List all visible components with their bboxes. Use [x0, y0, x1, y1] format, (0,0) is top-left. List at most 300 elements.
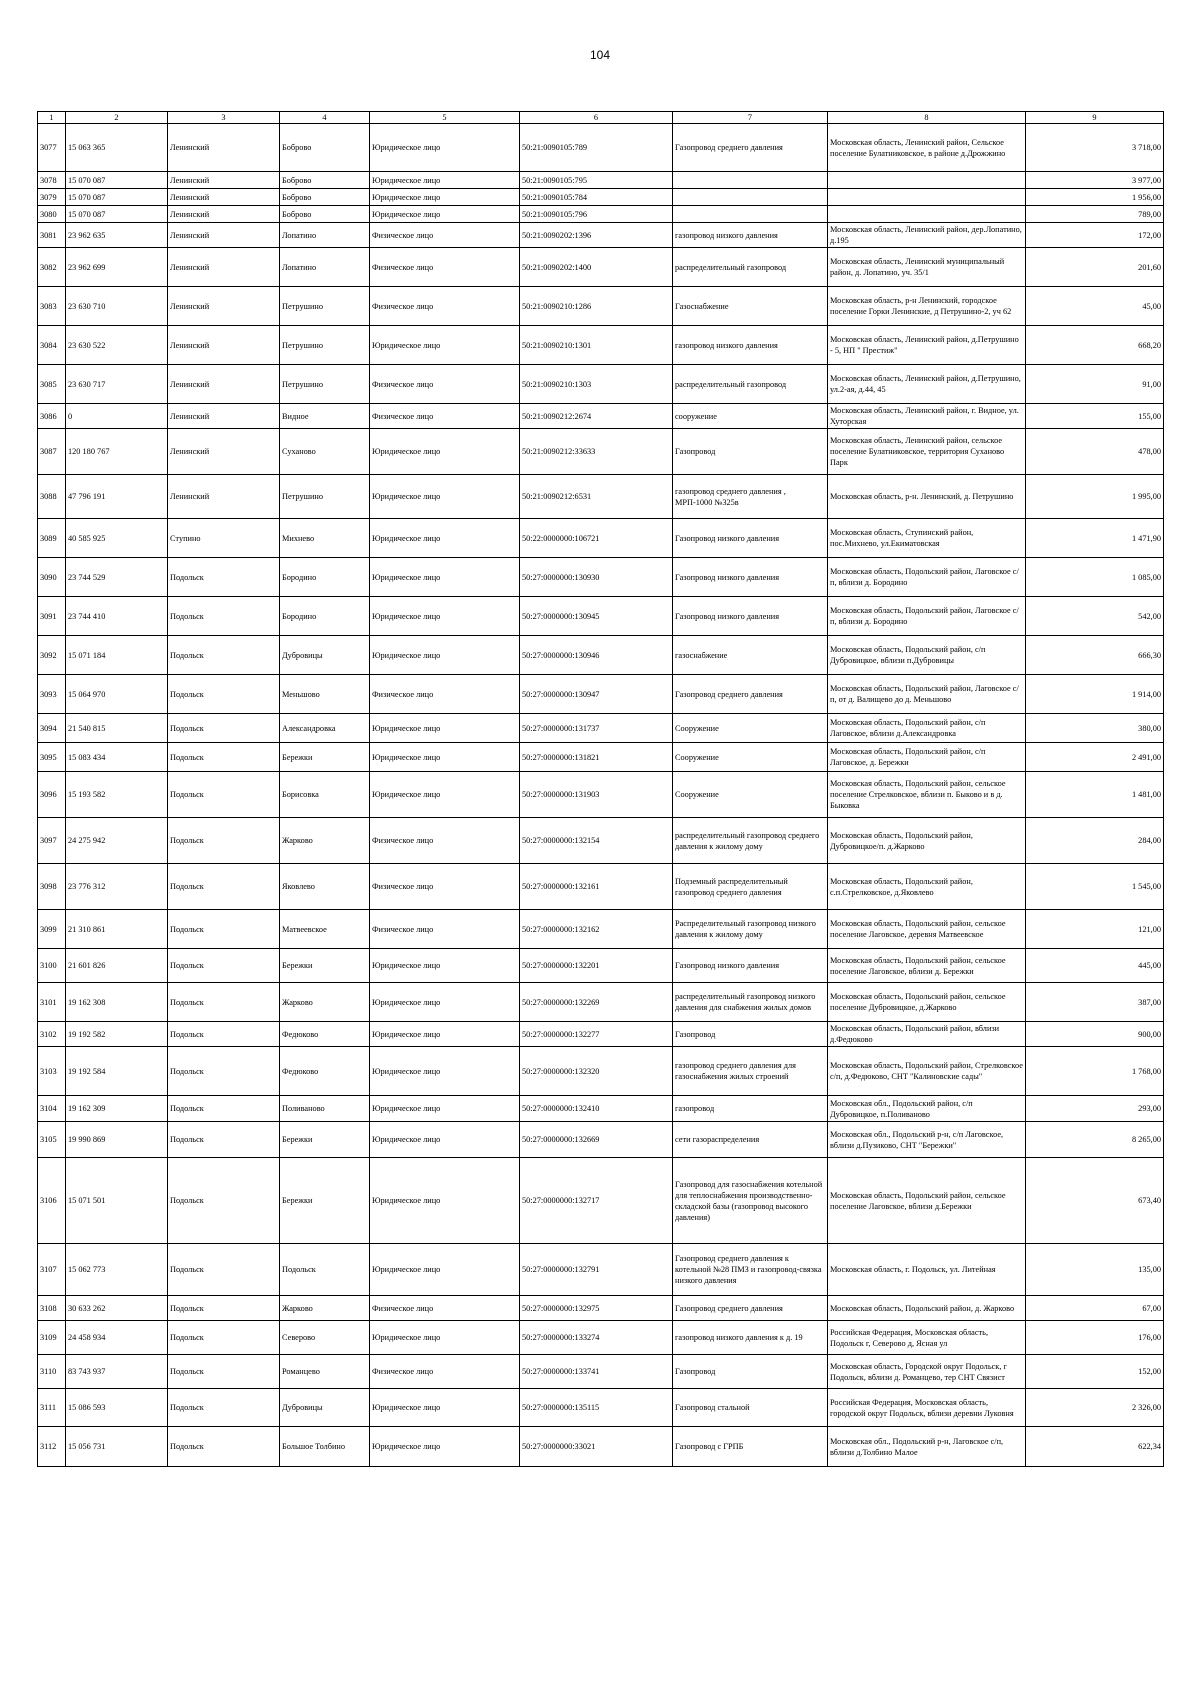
district-cell: Ленинский [168, 475, 280, 519]
table-row [38, 1355, 1164, 1389]
length-cell: 380,00 [1026, 714, 1164, 743]
table-row [38, 189, 1164, 206]
code-cell: 15 070 087 [66, 206, 168, 223]
header-row [38, 112, 1164, 124]
locality-cell: Петрушино [280, 365, 370, 404]
cadastral-number-cell: 50:21:0090105:789 [520, 124, 673, 172]
owner-type-cell: Физическое лицо [370, 404, 520, 429]
row-number-cell: 3084 [38, 326, 66, 365]
owner-type-cell: Физическое лицо [370, 818, 520, 864]
locality-cell: Бородино [280, 558, 370, 597]
length-cell: 67,00 [1026, 1296, 1164, 1321]
table-row [38, 675, 1164, 714]
address-cell: Московская область, Подольский район, сельское поселение Стрелковское, вблизи п. Быково и в д. Быковка [828, 772, 1026, 818]
cadastral-number-cell: 50:21:0090210:1303 [520, 365, 673, 404]
address-cell: Московская область, Подольский район, с/п Лаговское, д. Бережки [828, 743, 1026, 772]
address-cell: Российская Федерация, Московская область, Подольск г, Северово д, Ясная ул [828, 1321, 1026, 1355]
code-cell: 15 086 593 [66, 1389, 168, 1427]
locality-cell: Жарково [280, 983, 370, 1022]
address-cell: Московская область, г. Подольск, ул. Литейная [828, 1244, 1026, 1296]
column-header: 5 [370, 112, 520, 124]
table-row [38, 1321, 1164, 1355]
cadastral-number-cell: 50:27:0000000:132669 [520, 1122, 673, 1158]
column-header: 7 [673, 112, 828, 124]
address-cell: Московская область, Подольский район, Дубровицкое/п. д.Жарково [828, 818, 1026, 864]
object-name-cell: Газопровод [673, 1022, 828, 1047]
locality-cell: Боброво [280, 172, 370, 189]
district-cell: Подольск [168, 1022, 280, 1047]
locality-cell: Матвеевское [280, 910, 370, 949]
locality-cell: Жарково [280, 818, 370, 864]
code-cell: 21 601 826 [66, 949, 168, 983]
object-name-cell: газопровод низкого давления к д. 19 [673, 1321, 828, 1355]
table-row [38, 287, 1164, 326]
length-cell: 1 914,00 [1026, 675, 1164, 714]
locality-cell: Бережки [280, 949, 370, 983]
code-cell: 15 071 184 [66, 636, 168, 675]
object-name-cell: Газопровод стальной [673, 1389, 828, 1427]
object-name-cell: Газопровод низкого давления [673, 949, 828, 983]
code-cell: 47 796 191 [66, 475, 168, 519]
owner-type-cell: Юридическое лицо [370, 558, 520, 597]
table-row [38, 1296, 1164, 1321]
address-cell: Московская область, Подольский район, сельское поселение Лаговское, деревня Матвеевское [828, 910, 1026, 949]
district-cell: Подольск [168, 864, 280, 910]
code-cell: 15 062 773 [66, 1244, 168, 1296]
table-row [38, 519, 1164, 558]
length-cell: 3 977,00 [1026, 172, 1164, 189]
cadastral-number-cell: 50:27:0000000:131821 [520, 743, 673, 772]
code-cell: 23 630 522 [66, 326, 168, 365]
locality-cell: Петрушино [280, 475, 370, 519]
table-row [38, 1427, 1164, 1467]
address-cell: Московская область, Ленинский район, д.Петрушино, ул.2-ая, д.44, 45 [828, 365, 1026, 404]
cadastral-number-cell: 50:27:0000000:132975 [520, 1296, 673, 1321]
locality-cell: Федюково [280, 1022, 370, 1047]
length-cell: 1 956,00 [1026, 189, 1164, 206]
column-header: 8 [828, 112, 1026, 124]
cadastral-number-cell: 50:21:0090105:795 [520, 172, 673, 189]
cadastral-number-cell: 50:21:0090210:1286 [520, 287, 673, 326]
code-cell: 23 744 410 [66, 597, 168, 636]
code-cell: 15 064 970 [66, 675, 168, 714]
object-name-cell: газопровод среднего давления для газоснабжения жилых строений [673, 1047, 828, 1096]
locality-cell: Суханово [280, 429, 370, 475]
table-row [38, 1047, 1164, 1096]
row-number-cell: 3096 [38, 772, 66, 818]
owner-type-cell: Физическое лицо [370, 287, 520, 326]
object-name-cell: Сооружение [673, 743, 828, 772]
object-name-cell [673, 206, 828, 223]
district-cell: Подольск [168, 1355, 280, 1389]
length-cell: 1 481,00 [1026, 772, 1164, 818]
row-number-cell: 3090 [38, 558, 66, 597]
table-row [38, 223, 1164, 248]
district-cell: Ленинский [168, 124, 280, 172]
owner-type-cell: Юридическое лицо [370, 189, 520, 206]
owner-type-cell: Физическое лицо [370, 248, 520, 287]
length-cell: 1 995,00 [1026, 475, 1164, 519]
district-cell: Ленинский [168, 223, 280, 248]
cadastral-number-cell: 50:21:0090212:6531 [520, 475, 673, 519]
address-cell: Московская область, Подольский район, с.п.Стрелковское, д.Яковлево [828, 864, 1026, 910]
address-cell: Московская область, Подольский район, сельское поселение Дубровицкое, д.Жарково [828, 983, 1026, 1022]
row-number-cell: 3112 [38, 1427, 66, 1467]
address-cell: Московская область, Подольский район, вблизи д.Федюково [828, 1022, 1026, 1047]
owner-type-cell: Физическое лицо [370, 910, 520, 949]
length-cell: 1 471,90 [1026, 519, 1164, 558]
code-cell: 30 633 262 [66, 1296, 168, 1321]
table-row [38, 983, 1164, 1022]
length-cell: 673,40 [1026, 1158, 1164, 1244]
column-header: 9 [1026, 112, 1164, 124]
locality-cell: Боброво [280, 124, 370, 172]
district-cell: Подольск [168, 1296, 280, 1321]
district-cell: Ленинский [168, 326, 280, 365]
length-cell: 8 265,00 [1026, 1122, 1164, 1158]
address-cell: Московская область, Ленинский муниципальный район, д. Лопатино, уч. 35/1 [828, 248, 1026, 287]
address-cell: Московская область, Подольский район, д. Жарково [828, 1296, 1026, 1321]
table-row [38, 949, 1164, 983]
address-cell: Московская область, Ступинский район, пос.Михнево, ул.Екиматовская [828, 519, 1026, 558]
locality-cell: Яковлево [280, 864, 370, 910]
table-row [38, 206, 1164, 223]
row-number-cell: 3107 [38, 1244, 66, 1296]
object-name-cell: распределительный газопровод низкого давления для снабжения жилых домов [673, 983, 828, 1022]
district-cell: Подольск [168, 983, 280, 1022]
length-cell: 666,30 [1026, 636, 1164, 675]
district-cell: Ленинский [168, 365, 280, 404]
row-number-cell: 3099 [38, 910, 66, 949]
length-cell: 121,00 [1026, 910, 1164, 949]
table-body [38, 124, 1164, 1467]
table-row [38, 475, 1164, 519]
row-number-cell: 3100 [38, 949, 66, 983]
length-cell: 1 768,00 [1026, 1047, 1164, 1096]
owner-type-cell: Юридическое лицо [370, 124, 520, 172]
code-cell: 23 744 529 [66, 558, 168, 597]
cadastral-number-cell: 50:27:0000000:130947 [520, 675, 673, 714]
object-name-cell: Сооружение [673, 772, 828, 818]
code-cell: 21 540 815 [66, 714, 168, 743]
column-header: 2 [66, 112, 168, 124]
length-cell: 91,00 [1026, 365, 1164, 404]
cadastral-number-cell: 50:27:0000000:132161 [520, 864, 673, 910]
address-cell: Московская область, Ленинский район, Сельское поселение Булатниковское, в районе д.Дрожжино [828, 124, 1026, 172]
district-cell: Подольск [168, 1158, 280, 1244]
row-number-cell: 3087 [38, 429, 66, 475]
table-row [38, 597, 1164, 636]
code-cell: 15 063 365 [66, 124, 168, 172]
length-cell: 668,20 [1026, 326, 1164, 365]
length-cell: 201,60 [1026, 248, 1164, 287]
code-cell: 19 192 584 [66, 1047, 168, 1096]
owner-type-cell: Юридическое лицо [370, 949, 520, 983]
locality-cell: Северово [280, 1321, 370, 1355]
length-cell: 542,00 [1026, 597, 1164, 636]
district-cell: Подольск [168, 910, 280, 949]
owner-type-cell: Юридическое лицо [370, 1158, 520, 1244]
owner-type-cell: Юридическое лицо [370, 597, 520, 636]
table-row [38, 818, 1164, 864]
object-name-cell: Газопровод среднего давления [673, 1296, 828, 1321]
table-row [38, 1158, 1164, 1244]
owner-type-cell: Физическое лицо [370, 1355, 520, 1389]
length-cell: 293,00 [1026, 1096, 1164, 1122]
length-cell: 135,00 [1026, 1244, 1164, 1296]
cadastral-number-cell: 50:27:0000000:132791 [520, 1244, 673, 1296]
code-cell: 83 743 937 [66, 1355, 168, 1389]
owner-type-cell: Юридическое лицо [370, 1321, 520, 1355]
address-cell: Московская обл., Подольский р-н, с/п Лаговское, вблизи д.Пузиково, СНТ "Бережки" [828, 1122, 1026, 1158]
object-name-cell: Газопровод [673, 429, 828, 475]
code-cell: 19 162 309 [66, 1096, 168, 1122]
locality-cell: Борисовка [280, 772, 370, 818]
code-cell: 15 070 087 [66, 189, 168, 206]
district-cell: Подольск [168, 1096, 280, 1122]
locality-cell: Дубровицы [280, 1389, 370, 1427]
table-row [38, 743, 1164, 772]
row-number-cell: 3081 [38, 223, 66, 248]
cadastral-number-cell: 50:27:0000000:33021 [520, 1427, 673, 1467]
locality-cell: Романцево [280, 1355, 370, 1389]
length-cell: 1 085,00 [1026, 558, 1164, 597]
address-cell: Московская область, Подольский район, Лаговское с/п, вблизи д. Бородино [828, 558, 1026, 597]
locality-cell: Большое Толбино [280, 1427, 370, 1467]
district-cell: Подольск [168, 818, 280, 864]
address-cell: Московская область, р-н. Ленинский, д. Петрушино [828, 475, 1026, 519]
code-cell: 120 180 767 [66, 429, 168, 475]
code-cell: 19 192 582 [66, 1022, 168, 1047]
row-number-cell: 3085 [38, 365, 66, 404]
owner-type-cell: Юридическое лицо [370, 206, 520, 223]
table-row [38, 1022, 1164, 1047]
address-cell: Московская область, Ленинский район, д.Петрушино - 5, НП " Престиж" [828, 326, 1026, 365]
table-row [38, 404, 1164, 429]
object-name-cell: распределительный газопровод среднего давления к жилому дому [673, 818, 828, 864]
length-cell: 622,34 [1026, 1427, 1164, 1467]
table-row [38, 636, 1164, 675]
length-cell: 2 491,00 [1026, 743, 1164, 772]
locality-cell: Михнево [280, 519, 370, 558]
code-cell: 0 [66, 404, 168, 429]
cadastral-number-cell: 50:27:0000000:130945 [520, 597, 673, 636]
cadastral-number-cell: 50:27:0000000:132717 [520, 1158, 673, 1244]
length-cell: 789,00 [1026, 206, 1164, 223]
row-number-cell: 3105 [38, 1122, 66, 1158]
cadastral-number-cell: 50:27:0000000:135115 [520, 1389, 673, 1427]
code-cell: 15 071 501 [66, 1158, 168, 1244]
length-cell: 176,00 [1026, 1321, 1164, 1355]
cadastral-number-cell: 50:27:0000000:133274 [520, 1321, 673, 1355]
column-header: 6 [520, 112, 673, 124]
owner-type-cell: Юридическое лицо [370, 172, 520, 189]
length-cell: 478,00 [1026, 429, 1164, 475]
cadastral-number-cell: 50:21:0090202:1400 [520, 248, 673, 287]
district-cell: Ленинский [168, 206, 280, 223]
column-header: 3 [168, 112, 280, 124]
cadastral-number-cell: 50:27:0000000:131737 [520, 714, 673, 743]
object-name-cell: газопровод [673, 1096, 828, 1122]
object-name-cell: газопровод низкого давления [673, 223, 828, 248]
object-name-cell: Распределительный газопровод низкого давления к жилому дому [673, 910, 828, 949]
table-row [38, 558, 1164, 597]
district-cell: Подольск [168, 743, 280, 772]
length-cell: 152,00 [1026, 1355, 1164, 1389]
row-number-cell: 3091 [38, 597, 66, 636]
code-cell: 19 162 308 [66, 983, 168, 1022]
address-cell [828, 206, 1026, 223]
cadastral-number-cell: 50:21:0090212:2674 [520, 404, 673, 429]
district-cell: Подольск [168, 636, 280, 675]
table-row [38, 1096, 1164, 1122]
code-cell: 23 630 717 [66, 365, 168, 404]
row-number-cell: 3089 [38, 519, 66, 558]
cadastral-number-cell: 50:27:0000000:132201 [520, 949, 673, 983]
table-row [38, 910, 1164, 949]
address-cell: Московская область, Подольский район, с/п Дубровицкое, вблизи п.Дубровицы [828, 636, 1026, 675]
object-name-cell: Газопровод для газоснабжения котельной для теплоснабжения производственно-складской базы (газопровод высокого давления) [673, 1158, 828, 1244]
owner-type-cell: Юридическое лицо [370, 1427, 520, 1467]
table-row [38, 124, 1164, 172]
locality-cell: Бережки [280, 1158, 370, 1244]
length-cell: 284,00 [1026, 818, 1164, 864]
owner-type-cell: Физическое лицо [370, 864, 520, 910]
row-number-cell: 3101 [38, 983, 66, 1022]
district-cell: Подольск [168, 949, 280, 983]
cadastral-number-cell: 50:27:0000000:132320 [520, 1047, 673, 1096]
owner-type-cell: Юридическое лицо [370, 519, 520, 558]
object-name-cell: Газоснабжение [673, 287, 828, 326]
owner-type-cell: Юридическое лицо [370, 1047, 520, 1096]
locality-cell: Дубровицы [280, 636, 370, 675]
cadastral-number-cell: 50:22:0000000:106721 [520, 519, 673, 558]
object-name-cell: Газопровод низкого давления [673, 597, 828, 636]
column-header: 4 [280, 112, 370, 124]
length-cell: 387,00 [1026, 983, 1164, 1022]
length-cell: 172,00 [1026, 223, 1164, 248]
row-number-cell: 3092 [38, 636, 66, 675]
table-row [38, 1389, 1164, 1427]
owner-type-cell: Юридическое лицо [370, 743, 520, 772]
owner-type-cell: Физическое лицо [370, 1296, 520, 1321]
object-name-cell: распределительный газопровод [673, 365, 828, 404]
district-cell: Подольск [168, 1389, 280, 1427]
table-row [38, 864, 1164, 910]
owner-type-cell: Физическое лицо [370, 675, 520, 714]
code-cell: 15 070 087 [66, 172, 168, 189]
page-number: 104 [589, 48, 611, 62]
owner-type-cell: Юридическое лицо [370, 1096, 520, 1122]
locality-cell: Жарково [280, 1296, 370, 1321]
district-cell: Подольск [168, 597, 280, 636]
locality-cell: Поливаново [280, 1096, 370, 1122]
cadastral-number-cell: 50:21:0090212:33633 [520, 429, 673, 475]
length-cell: 900,00 [1026, 1022, 1164, 1047]
cadastral-number-cell: 50:27:0000000:132410 [520, 1096, 673, 1122]
row-number-cell: 3086 [38, 404, 66, 429]
object-name-cell: газоснабжение [673, 636, 828, 675]
district-cell: Подольск [168, 1321, 280, 1355]
owner-type-cell: Юридическое лицо [370, 714, 520, 743]
table-row [38, 429, 1164, 475]
district-cell: Ступино [168, 519, 280, 558]
row-number-cell: 3078 [38, 172, 66, 189]
object-name-cell: газопровод низкого давления [673, 326, 828, 365]
district-cell: Ленинский [168, 172, 280, 189]
code-cell: 15 083 434 [66, 743, 168, 772]
cadastral-number-cell: 50:27:0000000:132162 [520, 910, 673, 949]
cadastral-number-cell: 50:27:0000000:130946 [520, 636, 673, 675]
locality-cell: Бережки [280, 743, 370, 772]
address-cell: Московская обл., Подольский р-н, Лаговское с/п, вблизи д.Толбино Малое [828, 1427, 1026, 1467]
locality-cell: Петрушино [280, 326, 370, 365]
locality-cell: Бородино [280, 597, 370, 636]
address-cell: Московская область, Ленинский район, сельское поселение Булатниковское, территория Суханово Парк [828, 429, 1026, 475]
address-cell: Московская область, Подольский район, Лаговское с/п, от д. Валищево до д. Меньшово [828, 675, 1026, 714]
locality-cell: Подольск [280, 1244, 370, 1296]
address-cell: Московская область, Ленинский район, г. Видное, ул. Хуторская [828, 404, 1026, 429]
district-cell: Подольск [168, 558, 280, 597]
object-name-cell: Сооружение [673, 714, 828, 743]
row-number-cell: 3103 [38, 1047, 66, 1096]
code-cell: 23 962 635 [66, 223, 168, 248]
registry-table [37, 111, 1164, 1467]
row-number-cell: 3097 [38, 818, 66, 864]
cadastral-number-cell: 50:21:0090210:1301 [520, 326, 673, 365]
address-cell: Московская область, Подольский район, Стрелковское с/п, д.Федюково, СНТ "Калиновские сады" [828, 1047, 1026, 1096]
owner-type-cell: Юридическое лицо [370, 1389, 520, 1427]
row-number-cell: 3104 [38, 1096, 66, 1122]
cadastral-number-cell: 50:21:0090105:784 [520, 189, 673, 206]
row-number-cell: 3109 [38, 1321, 66, 1355]
district-cell: Подольск [168, 1047, 280, 1096]
code-cell: 21 310 861 [66, 910, 168, 949]
district-cell: Подольск [168, 1122, 280, 1158]
row-number-cell: 3093 [38, 675, 66, 714]
object-name-cell: Подземный распределительный газопровод среднего давления [673, 864, 828, 910]
object-name-cell: распределительный газопровод [673, 248, 828, 287]
cadastral-number-cell: 50:27:0000000:130930 [520, 558, 673, 597]
code-cell: 24 458 934 [66, 1321, 168, 1355]
object-name-cell [673, 172, 828, 189]
object-name-cell: газопровод среднего давления , МРП-1000 №325в [673, 475, 828, 519]
table-row [38, 1244, 1164, 1296]
object-name-cell: Газопровод среднего давления [673, 124, 828, 172]
owner-type-cell: Юридическое лицо [370, 1122, 520, 1158]
address-cell: Московская обл., Подольский район, с/п Дубровицкое, п.Поливаново [828, 1096, 1026, 1122]
length-cell: 155,00 [1026, 404, 1164, 429]
locality-cell: Лопатино [280, 248, 370, 287]
row-number-cell: 3111 [38, 1389, 66, 1427]
owner-type-cell: Юридическое лицо [370, 429, 520, 475]
district-cell: Подольск [168, 1244, 280, 1296]
object-name-cell: Газопровод среднего давления к котельной №28 ПМЗ и газопровод-связка низкого давления [673, 1244, 828, 1296]
table-row [38, 172, 1164, 189]
owner-type-cell: Юридическое лицо [370, 1022, 520, 1047]
table-row [38, 365, 1164, 404]
row-number-cell: 3080 [38, 206, 66, 223]
object-name-cell: Газопровод низкого давления [673, 558, 828, 597]
table-row [38, 772, 1164, 818]
length-cell: 2 326,00 [1026, 1389, 1164, 1427]
address-cell: Московская область, Подольский район, Лаговское с/п, вблизи д. Бородино [828, 597, 1026, 636]
code-cell: 19 990 869 [66, 1122, 168, 1158]
locality-cell: Федюково [280, 1047, 370, 1096]
row-number-cell: 3098 [38, 864, 66, 910]
locality-cell: Лопатино [280, 223, 370, 248]
code-cell: 15 056 731 [66, 1427, 168, 1467]
